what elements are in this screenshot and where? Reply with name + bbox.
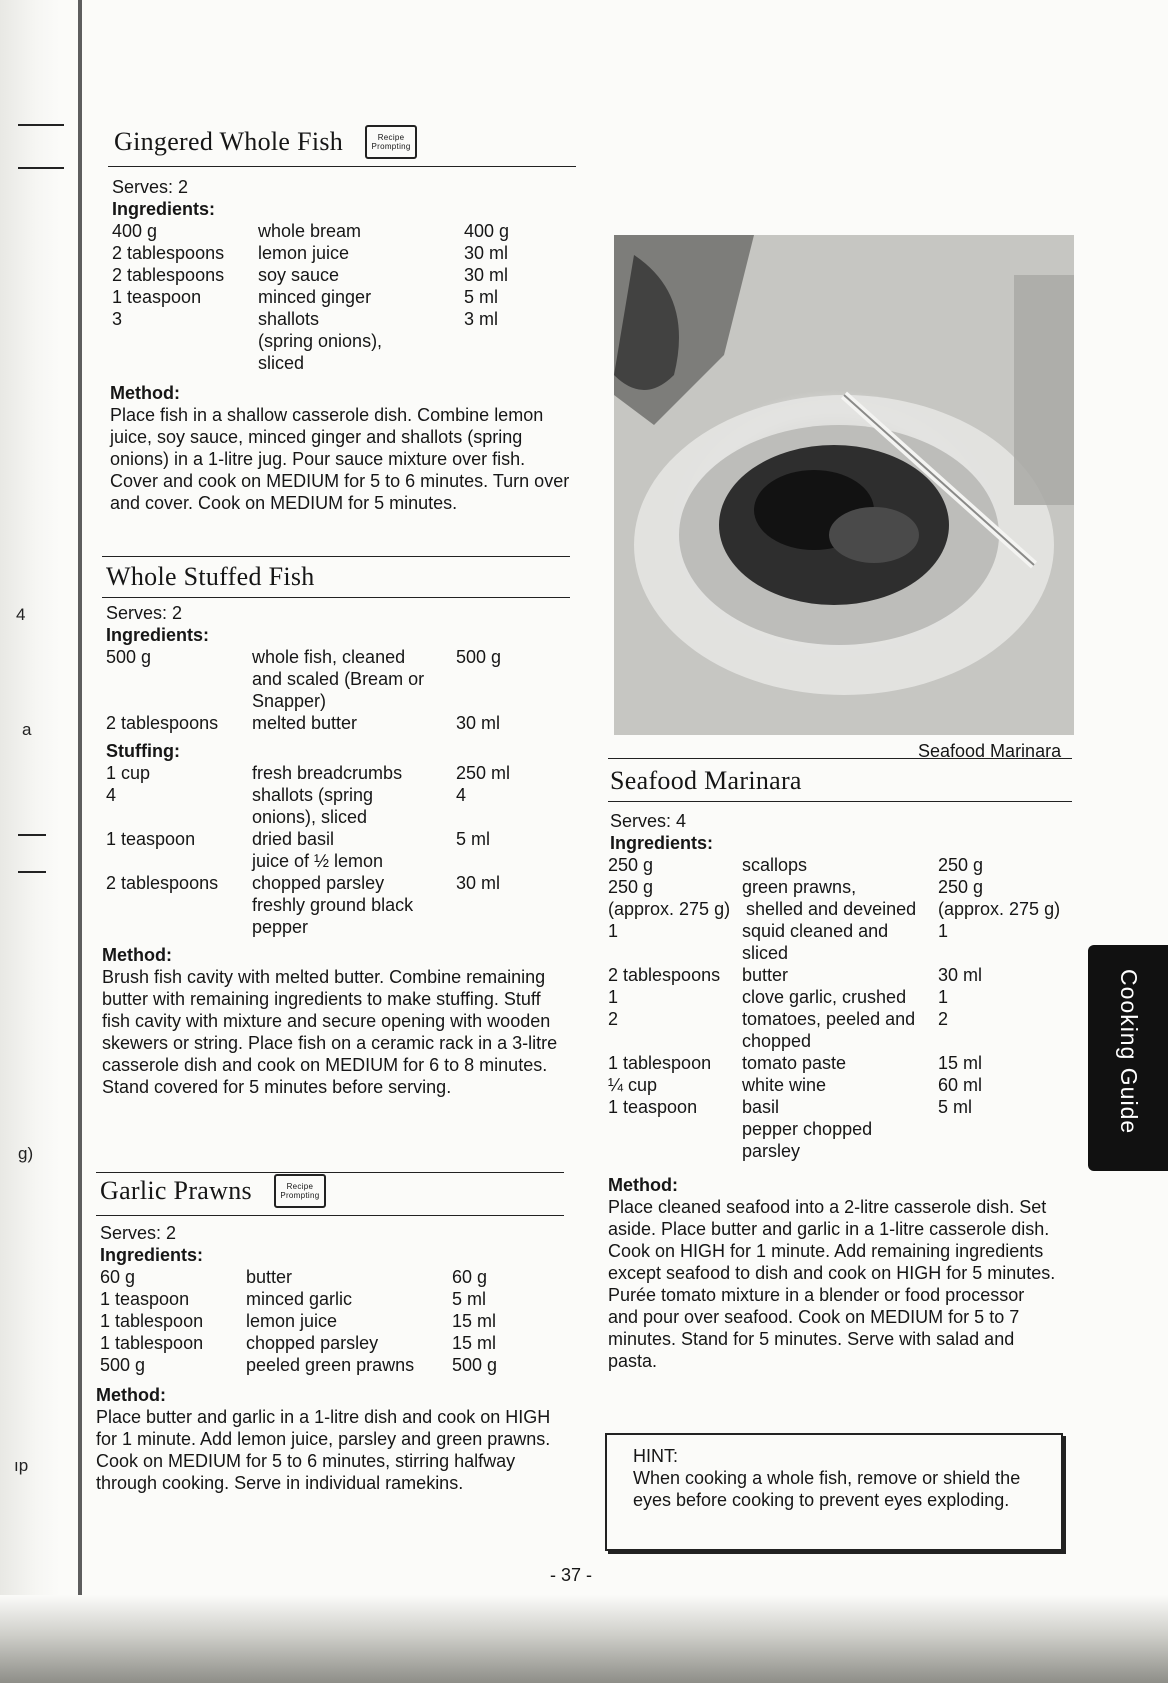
ingredient-qty: 500 g (106, 647, 152, 667)
ingredient-name: shallots (spring onions), sliced (258, 309, 383, 373)
page-spine (78, 0, 82, 1600)
recipe-title-text: Gingered Whole Fish (114, 127, 344, 156)
ingredient-metric: 250 g (938, 877, 984, 897)
ingredient-qty: 250 g (608, 855, 654, 875)
ingredient-table (96, 1266, 564, 1376)
method-text: Place butter and garlic in a 1-litre dish and cook on HIGH for 1 minute. Add lemon juice, parsley and green prawns. Cook on MEDIUM for 5 to 6 minutes, stirring halfway through cooking. Serve in individual ramekins. (96, 1407, 551, 1493)
ingredient-metric: 1 (938, 987, 949, 1007)
badge-line: Recipe (377, 133, 405, 142)
ingredient-name: whole fish, cleaned and scaled (Bream or Snapper) (252, 647, 425, 711)
recipe-gingered-whole-fish (108, 124, 576, 514)
ingredient-metric: 1 (938, 921, 949, 941)
title-rule (96, 1215, 564, 1216)
ingredient-qty: 1 teaspoon (608, 1097, 698, 1117)
title-rule (608, 801, 1072, 802)
ingredient-metric: 3 ml (464, 309, 499, 329)
tab-label: Cooking Guide (1116, 969, 1142, 1135)
ingredient-qty: 2 tablespoons (106, 713, 219, 733)
margin-rule (18, 167, 64, 169)
ingredient-metric: 30 ml (464, 243, 509, 263)
serves-text: Serves: 2 (106, 603, 183, 623)
ingredient-metric: (approx. 275 g) (938, 899, 1061, 919)
recipe-prompting-icon (274, 1174, 326, 1208)
ingredient-name: pepper chopped parsley (742, 1119, 873, 1161)
ingredient-metric (456, 894, 556, 938)
ingredient-table (102, 646, 570, 734)
badge-line: Prompting (371, 142, 411, 151)
recipe-seafood-marinara (608, 758, 1072, 1372)
ingredient-qty: 3 (112, 309, 123, 329)
ingredient-metric: 30 ml (938, 965, 983, 985)
ingredient-metric: 15 ml (452, 1311, 497, 1331)
ingredients-label: Ingredients: (112, 199, 216, 219)
ingredient-metric: 15 ml (452, 1333, 497, 1353)
ingredient-name: whole bream (258, 221, 362, 241)
serves-text: Serves: 2 (100, 1223, 177, 1243)
ingredient-metric (938, 1118, 1072, 1162)
recipe-title (102, 559, 570, 595)
ingredient-name: lemon juice (246, 1311, 338, 1331)
ingredient-metric: 400 g (464, 221, 510, 241)
ingredient-qty: 60 g (100, 1267, 136, 1287)
ingredient-name: minced ginger (258, 287, 372, 307)
ingredient-qty (106, 850, 252, 872)
hint-label: HINT: (633, 1446, 678, 1466)
ingredient-name: juice of ½ lemon (252, 851, 384, 871)
ingredient-qty: 400 g (112, 221, 158, 241)
badge-line: Recipe (286, 1182, 314, 1191)
ingredient-metric: 30 ml (464, 265, 509, 285)
recipe-title (96, 1173, 564, 1209)
ingredient-name: fresh breadcrumbs (252, 763, 403, 783)
recipe-garlic-prawns (96, 1172, 564, 1494)
ingredient-metric (456, 850, 556, 872)
ingredient-name: green prawns, (742, 877, 857, 897)
ingredient-name: tomato paste (742, 1053, 847, 1073)
margin-rule (18, 834, 46, 836)
ingredient-qty: 2 tablespoons (112, 265, 225, 285)
ingredient-metric: 250 ml (456, 763, 511, 783)
ingredient-qty: 2 tablespoons (608, 965, 721, 985)
ingredient-name: shallots (spring onions), sliced (252, 785, 374, 827)
ingredient-qty: 2 tablespoons (106, 873, 219, 893)
method-text: Brush fish cavity with melted butter. Combine remaining butter with remaining ingredients to make stuffing. Stuff fish cavity with mixture and secure opening with wooden skewers or string. Place fish on a ceramic rack in a 3-litre casserole dish and cook on MEDIUM for 6 to 8 minutes. Stand covered for 5 minutes before serving. (102, 967, 558, 1097)
ingredient-table (108, 220, 576, 374)
ingredient-metric: 5 ml (938, 1097, 973, 1117)
ingredient-qty: 1 tablespoon (100, 1311, 204, 1331)
ingredient-metric: 4 (456, 785, 467, 805)
recipe-title (608, 763, 1072, 799)
ingredient-metric: 60 ml (938, 1075, 983, 1095)
ingredient-name: basil (742, 1097, 780, 1117)
hint-box (605, 1433, 1063, 1551)
ingredient-name: dried basil (252, 829, 335, 849)
margin-rule (18, 871, 46, 873)
ingredient-name: peeled green prawns (246, 1355, 415, 1375)
ingredient-metric: 2 (938, 1009, 949, 1029)
recipe-title-text: Garlic Prawns (100, 1176, 252, 1205)
ingredient-name: butter (742, 965, 789, 985)
stuffing-table (102, 762, 570, 938)
margin-mark: ıp (14, 1456, 29, 1475)
ingredient-metric: 500 g (452, 1355, 498, 1375)
page-number: - 37 - (550, 1565, 593, 1585)
ingredient-metric: 250 g (938, 855, 984, 875)
ingredient-name: melted butter (252, 713, 358, 733)
ingredients-label: Ingredients: (610, 833, 714, 853)
margin-mark: g) (18, 1144, 34, 1163)
ingredient-name: white wine (742, 1075, 827, 1095)
recipe-title-text: Seafood Marinara (610, 766, 802, 795)
method-label: Method: (608, 1175, 678, 1195)
ingredient-qty: ¼ cup (608, 1075, 658, 1095)
ingredient-name: tomatoes, peeled and chopped (742, 1009, 916, 1051)
ingredient-name: minced garlic (246, 1289, 353, 1309)
ingredient-qty: 1 tablespoon (100, 1333, 204, 1353)
ingredient-name: scallops (742, 855, 808, 875)
ingredient-qty: 4 (106, 785, 117, 805)
page-binding-shadow (0, 0, 60, 1683)
serves-text: Serves: 2 (112, 177, 189, 197)
recipe-title (108, 124, 576, 160)
title-rule (102, 597, 570, 598)
title-rule (608, 758, 1072, 759)
ingredient-name: clove garlic, crushed (742, 987, 907, 1007)
ingredient-qty: 1 tablespoon (608, 1053, 712, 1073)
ingredients-label: Ingredients: (100, 1245, 204, 1265)
method-label: Method: (96, 1385, 166, 1405)
ingredient-name: lemon juice (258, 243, 350, 263)
ingredient-qty: 2 (608, 1009, 619, 1029)
ingredient-metric: 30 ml (456, 873, 501, 893)
ingredient-metric: 30 ml (456, 713, 501, 733)
ingredient-qty (106, 894, 252, 938)
photo-caption: Seafood Marinara (918, 741, 1062, 761)
ingredient-name: shelled and deveined (746, 899, 917, 919)
stuffing-label: Stuffing: (106, 741, 180, 761)
recipe-title-text: Whole Stuffed Fish (106, 562, 315, 591)
ingredient-qty: 1 teaspoon (112, 287, 202, 307)
hint-text: When cooking a whole fish, remove or shield the eyes before cooking to prevent eyes exploding. (633, 1468, 1021, 1510)
method-label: Method: (102, 945, 172, 965)
ingredient-name: freshly ground black pepper (252, 895, 414, 937)
ingredient-qty: 1 (608, 921, 619, 941)
ingredient-metric: 60 g (452, 1267, 488, 1287)
seafood-marinara-photo (614, 235, 1074, 735)
title-rule (108, 166, 576, 167)
ingredient-metric: 5 ml (456, 829, 491, 849)
cooking-guide-tab[interactable] (1088, 945, 1168, 1171)
ingredient-qty: 2 tablespoons (112, 243, 225, 263)
method-label: Method: (110, 383, 180, 403)
title-rule (102, 556, 570, 557)
margin-mark: 4 (16, 605, 26, 624)
method-text: Place cleaned seafood into a 2-litre casserole dish. Set aside. Place butter and garlic in a 1-litre casserole dish. Cook on HIGH for 1 minute. Add remaining ingredients except seafood to dish and cook on HIGH for 5 minutes. Purée tomato mixture in a blender or food processor and pour over seafood. Cook on MEDIUM for 5 to 7 minutes. Stand for 5 minutes. Serve with salad and pasta. (608, 1197, 1056, 1371)
ingredient-qty (608, 1118, 742, 1162)
serves-text: Serves: 4 (610, 811, 687, 831)
ingredients-label: Ingredients: (106, 625, 210, 645)
ingredient-qty: 1 teaspoon (106, 829, 196, 849)
scan-bottom-shadow (0, 1595, 1168, 1683)
margin-rule (18, 124, 64, 126)
ingredient-metric: 15 ml (938, 1053, 983, 1073)
ingredient-name: butter (246, 1267, 293, 1287)
ingredient-qty: 1 (608, 987, 619, 1007)
ingredient-name: soy sauce (258, 265, 340, 285)
ingredient-name: squid cleaned and sliced (742, 921, 889, 963)
ingredient-metric: 5 ml (452, 1289, 487, 1309)
recipe-whole-stuffed-fish (102, 556, 570, 1098)
ingredient-qty: (approx. 275 g) (608, 899, 731, 919)
method-text: Place fish in a shallow casserole dish. Combine lemon juice, soy sauce, minced ginger and shallots (spring onions) in a 1-litre jug. Pour sauce mixture over fish. Cover and cook on MEDIUM for 5 to 6 minutes. Turn over and cover. Cook on MEDIUM for 5 minutes. (110, 405, 570, 513)
ingredient-table (608, 854, 1072, 1162)
ingredient-qty: 1 cup (106, 763, 151, 783)
ingredient-name: chopped parsley (246, 1333, 379, 1353)
ingredient-metric: 500 g (456, 647, 502, 667)
ingredient-metric: 5 ml (464, 287, 499, 307)
recipe-prompting-icon (365, 125, 417, 159)
ingredient-qty: 500 g (100, 1355, 146, 1375)
ingredient-qty: 1 teaspoon (100, 1289, 190, 1309)
ingredient-name: chopped parsley (252, 873, 385, 893)
margin-mark: a (22, 720, 32, 739)
badge-line: Prompting (280, 1191, 320, 1200)
ingredient-qty: 250 g (608, 877, 654, 897)
photo-illustration (614, 235, 1074, 735)
